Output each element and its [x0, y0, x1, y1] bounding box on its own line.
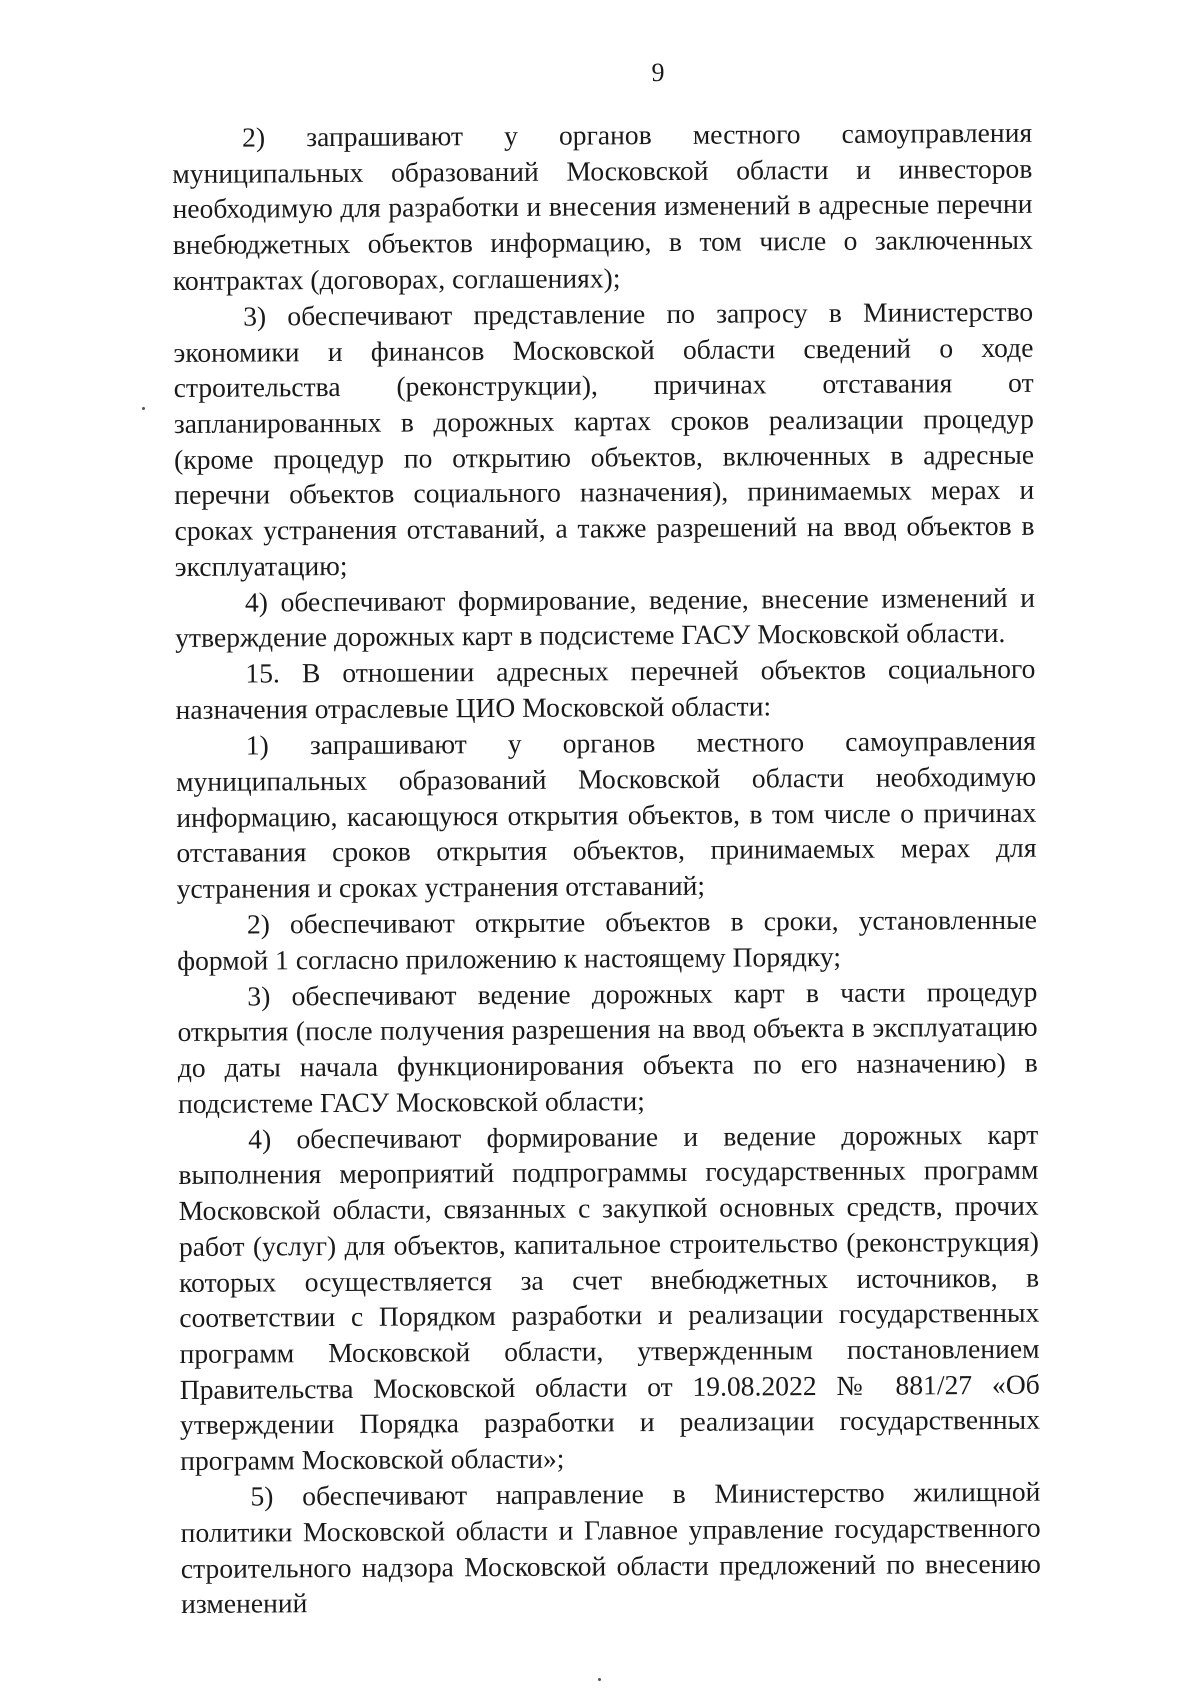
page-number: 9: [651, 58, 665, 87]
paragraph-item-3-opening-procedures: 3) обеспечивают ведение дорожных карт в части процедур открытия (после получения разрешения на ввод объекта в эксплуатацию до даты начала функционирования объекта по его назначению) в подсистеме ГАСУ Московской области;: [177, 975, 1038, 1119]
paragraph-item-3-provide-info: 3) обеспечивают представление по запросу в Министерство экономики и финансов Московской области сведений о ходе строительства (реконструкции), причинах отставания от запланированных в дорожных картах сроков реализации процедур (кроме процедур по открытию объектов, включенных в адресные перечни объектов социального назначения), принимаемых мерах и сроках устранения отставаний, а также разрешений на ввод объектов в эксплуатацию;: [173, 295, 1035, 582]
document-body: [172, 115, 1041, 1622]
paragraph-item-2-request-info: 2) запрашивают у органов местного самоуправления муниципальных образований Московской области и инвесторов необходимую для разработки и внесения изменений в адресные перечни внебюджетных объектов информацию, в том числе о заключенных контрактах (договорах, соглашениях);: [172, 116, 1033, 296]
paragraph-item-4-roadmaps: 4) обеспечивают формирование, ведение, внесение изменений и утверждение дорожных карт в подсистеме ГАСУ Московской области.: [175, 581, 1036, 654]
scan-speck-left: [142, 407, 145, 410]
paragraph-clause-15: 15. В отношении адресных перечней объектов социального назначения отраслевые ЦИО Московской области:: [175, 653, 1036, 726]
paragraph-item-5-proposals: 5) обеспечивают направление в Министерство жилищной политики Московской области и Главное управление государственного строительного надзора Московской области предложений по внесению изменений: [180, 1475, 1041, 1620]
paragraph-item-1-request-opening-info: 1) запрашивают у органов местного самоуправления муниципальных образований Московской области необходимую информацию, касающуюся открытия объектов, в том числе о причинах отставания сроков открытия объектов, принимаемых мерах для устранения и сроках устранения отставаний;: [175, 724, 1037, 904]
scan-speck-bottom: [598, 1678, 601, 1681]
paragraph-item-4-program-roadmaps: 4) обеспечивают формирование и ведение дорожных карт выполнения мероприятий подпрограммы государственных программ Московской области, связанных с закупкой основных средств, прочих работ (услуг) для объектов, капитальное строительство (реконструкция) которых осуществляется за счет внебюджетных источников, в соответствии с Порядком разработки и реализации государственных программ Московской области, утвержденным постановлением Правительства Московской области от 19.08.2022 № 881/27 «Об утверждении Порядка разработки и реализации государственных программ Московской области»;: [178, 1118, 1041, 1477]
paragraph-item-2-opening-deadlines: 2) обеспечивают открытие объектов в сроки, установленные формой 1 согласно приложению к настоящему Порядку;: [177, 903, 1037, 976]
